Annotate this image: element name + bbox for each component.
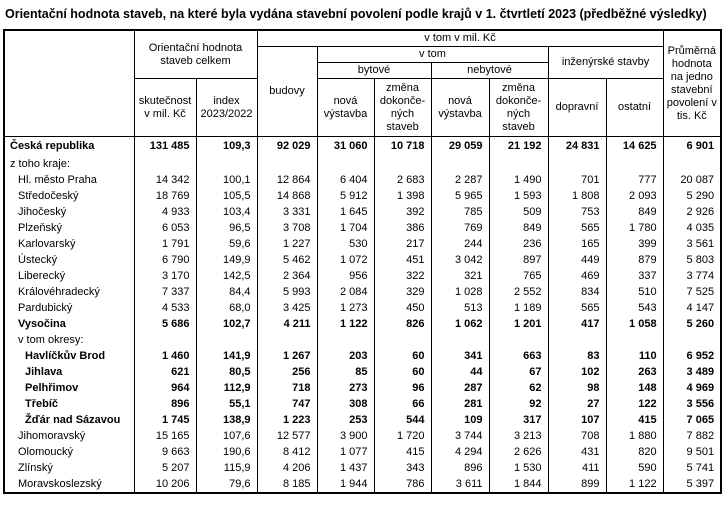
cell [134, 156, 196, 172]
cell: 98 [548, 380, 606, 396]
table-row [4, 380, 721, 396]
cell: 2 084 [317, 284, 374, 300]
cell [134, 332, 196, 348]
cell: 5 290 [663, 188, 721, 204]
cell: 8 185 [257, 476, 317, 493]
construction-permits-table [3, 29, 722, 494]
cell: 3 900 [317, 428, 374, 444]
header-zmena-staveb-nebytove: změna dokonče-ných staveb [489, 79, 548, 137]
cell: 1 791 [134, 236, 196, 252]
cell: 849 [606, 204, 663, 220]
cell [317, 332, 374, 348]
cell: 1 530 [489, 460, 548, 476]
cell [663, 332, 721, 348]
cell: 1 062 [431, 316, 489, 332]
cell: 244 [431, 236, 489, 252]
cell: 67 [489, 364, 548, 380]
cell: 9 501 [663, 444, 721, 460]
header-budovy: budovy [257, 47, 317, 137]
cell: 7 525 [663, 284, 721, 300]
cell: 308 [317, 396, 374, 412]
cell: 1 122 [317, 316, 374, 332]
cell: 3 170 [134, 268, 196, 284]
cell: 1 201 [489, 316, 548, 332]
cell: 1 437 [317, 460, 374, 476]
row-label: Jihomoravský [4, 428, 134, 444]
cell: 84,4 [196, 284, 257, 300]
table-row [4, 137, 721, 157]
cell: 431 [548, 444, 606, 460]
cell: 14 868 [257, 188, 317, 204]
table-row [4, 348, 721, 364]
table-row [4, 460, 721, 476]
cell [374, 332, 431, 348]
cell: 14 625 [606, 137, 663, 157]
table-row [4, 204, 721, 220]
cell [196, 332, 257, 348]
table-row [4, 300, 721, 316]
cell: 1 267 [257, 348, 317, 364]
table-row [4, 252, 721, 268]
cell: 5 965 [431, 188, 489, 204]
cell: 96,5 [196, 220, 257, 236]
cell: 510 [606, 284, 663, 300]
cell: 92 [489, 396, 548, 412]
header-nebytove: nebytové [431, 63, 548, 79]
cell: 565 [548, 220, 606, 236]
cell: 834 [548, 284, 606, 300]
cell [317, 156, 374, 172]
cell: 899 [548, 476, 606, 493]
cell: 18 769 [134, 188, 196, 204]
cell: 530 [317, 236, 374, 252]
table-row [4, 236, 721, 252]
table-row [4, 188, 721, 204]
cell: 417 [548, 316, 606, 332]
cell: 3 489 [663, 364, 721, 380]
cell: 8 412 [257, 444, 317, 460]
cell: 287 [431, 380, 489, 396]
cell [431, 156, 489, 172]
cell: 3 561 [663, 236, 721, 252]
cell: 62 [489, 380, 548, 396]
table-row [4, 220, 721, 236]
cell: 621 [134, 364, 196, 380]
cell: 2 926 [663, 204, 721, 220]
header-index: index 2023/2022 [196, 79, 257, 137]
cell: 2 552 [489, 284, 548, 300]
row-label: v tom okresy: [4, 332, 134, 348]
cell: 849 [489, 220, 548, 236]
header-region-corner [4, 30, 134, 137]
cell: 509 [489, 204, 548, 220]
cell: 10 718 [374, 137, 431, 157]
cell: 343 [374, 460, 431, 476]
cell: 7 065 [663, 412, 721, 428]
table-row [4, 316, 721, 332]
cell: 44 [431, 364, 489, 380]
cell: 103,4 [196, 204, 257, 220]
cell: 263 [606, 364, 663, 380]
cell: 1 058 [606, 316, 663, 332]
cell: 273 [317, 380, 374, 396]
table-row [4, 444, 721, 460]
cell: 879 [606, 252, 663, 268]
cell: 4 211 [257, 316, 317, 332]
cell: 5 803 [663, 252, 721, 268]
cell: 321 [431, 268, 489, 284]
cell [489, 332, 548, 348]
header-zmena-staveb-bytove: změna dokonče-ných staveb [374, 79, 431, 137]
cell: 59,6 [196, 236, 257, 252]
cell: 469 [548, 268, 606, 284]
cell: 753 [548, 204, 606, 220]
cell: 565 [548, 300, 606, 316]
cell: 3 774 [663, 268, 721, 284]
cell [489, 156, 548, 172]
cell [663, 156, 721, 172]
cell: 411 [548, 460, 606, 476]
header-dopravni: dopravní [548, 79, 606, 137]
cell: 897 [489, 252, 548, 268]
cell: 203 [317, 348, 374, 364]
cell: 708 [548, 428, 606, 444]
cell: 165 [548, 236, 606, 252]
row-label: Královéhradecký [4, 284, 134, 300]
row-label: Karlovarský [4, 236, 134, 252]
cell: 2 287 [431, 172, 489, 188]
cell: 590 [606, 460, 663, 476]
cell: 3 708 [257, 220, 317, 236]
cell: 281 [431, 396, 489, 412]
cell: 1 944 [317, 476, 374, 493]
cell: 2 364 [257, 268, 317, 284]
cell: 3 744 [431, 428, 489, 444]
cell: 142,5 [196, 268, 257, 284]
header-group-inzenyrske: inženýrské stavby [548, 47, 663, 79]
cell: 107 [548, 412, 606, 428]
cell: 820 [606, 444, 663, 460]
table-row [4, 268, 721, 284]
table-row [4, 412, 721, 428]
cell: 102,7 [196, 316, 257, 332]
cell: 1 398 [374, 188, 431, 204]
cell: 399 [606, 236, 663, 252]
cell: 5 686 [134, 316, 196, 332]
cell: 386 [374, 220, 431, 236]
row-label: Žďár nad Sázavou [4, 412, 134, 428]
cell: 12 864 [257, 172, 317, 188]
cell: 148 [606, 380, 663, 396]
table-row [4, 284, 721, 300]
cell: 5 993 [257, 284, 317, 300]
cell: 4 933 [134, 204, 196, 220]
cell [606, 156, 663, 172]
cell: 138,9 [196, 412, 257, 428]
cell: 60 [374, 364, 431, 380]
cell: 21 192 [489, 137, 548, 157]
header-group-in-mil: v tom v mil. Kč [257, 30, 663, 47]
cell: 131 485 [134, 137, 196, 157]
page-title: Orientační hodnota staveb, na které byla vydána stavební povolení podle krajů v 1. čtvrtletí 2023 (předběžné výsledky) [5, 7, 707, 21]
header-group-total: Orientační hodnota staveb celkem [134, 30, 257, 79]
cell: 786 [374, 476, 431, 493]
cell: 1 645 [317, 204, 374, 220]
cell [548, 156, 606, 172]
row-label: Havlíčkův Brod [4, 348, 134, 364]
cell: 236 [489, 236, 548, 252]
cell: 149,9 [196, 252, 257, 268]
cell: 896 [134, 396, 196, 412]
cell: 20 087 [663, 172, 721, 188]
cell: 79,6 [196, 476, 257, 493]
cell: 7 337 [134, 284, 196, 300]
cell: 785 [431, 204, 489, 220]
cell: 66 [374, 396, 431, 412]
cell: 105,5 [196, 188, 257, 204]
cell: 5 912 [317, 188, 374, 204]
cell: 317 [489, 412, 548, 428]
table-row [4, 156, 721, 172]
cell: 1 720 [374, 428, 431, 444]
cell: 4 035 [663, 220, 721, 236]
cell: 3 611 [431, 476, 489, 493]
cell: 217 [374, 236, 431, 252]
cell: 4 969 [663, 380, 721, 396]
cell: 5 462 [257, 252, 317, 268]
cell: 109,3 [196, 137, 257, 157]
cell: 9 663 [134, 444, 196, 460]
cell: 15 165 [134, 428, 196, 444]
cell: 1 077 [317, 444, 374, 460]
cell: 896 [431, 460, 489, 476]
cell: 415 [374, 444, 431, 460]
cell: 543 [606, 300, 663, 316]
header-bytove: bytové [317, 63, 431, 79]
row-label: Ústecký [4, 252, 134, 268]
cell: 718 [257, 380, 317, 396]
cell: 14 342 [134, 172, 196, 188]
cell: 1 122 [606, 476, 663, 493]
cell: 31 060 [317, 137, 374, 157]
cell: 2 683 [374, 172, 431, 188]
cell: 765 [489, 268, 548, 284]
cell: 68,0 [196, 300, 257, 316]
cell: 253 [317, 412, 374, 428]
cell: 544 [374, 412, 431, 428]
cell: 4 294 [431, 444, 489, 460]
cell: 1 273 [317, 300, 374, 316]
cell: 256 [257, 364, 317, 380]
cell: 450 [374, 300, 431, 316]
cell [548, 332, 606, 348]
cell [431, 332, 489, 348]
header-ostatni: ostatní [606, 79, 663, 137]
cell: 27 [548, 396, 606, 412]
table-row [4, 476, 721, 493]
table-row [4, 428, 721, 444]
cell: 110 [606, 348, 663, 364]
header-nova-vystavba-bytove: nová výstavba [317, 79, 374, 137]
cell: 1 704 [317, 220, 374, 236]
cell: 3 556 [663, 396, 721, 412]
cell: 6 790 [134, 252, 196, 268]
row-label: Pardubický [4, 300, 134, 316]
cell: 415 [606, 412, 663, 428]
cell: 329 [374, 284, 431, 300]
cell: 322 [374, 268, 431, 284]
cell: 29 059 [431, 137, 489, 157]
cell: 85 [317, 364, 374, 380]
row-label: Olomoucký [4, 444, 134, 460]
cell: 451 [374, 252, 431, 268]
cell: 4 206 [257, 460, 317, 476]
cell: 55,1 [196, 396, 257, 412]
cell: 5 260 [663, 316, 721, 332]
cell: 1 808 [548, 188, 606, 204]
cell: 83 [548, 348, 606, 364]
cell: 769 [431, 220, 489, 236]
row-label: Plzeňský [4, 220, 134, 236]
cell: 1 780 [606, 220, 663, 236]
cell: 392 [374, 204, 431, 220]
table-body [4, 137, 721, 494]
cell: 109 [431, 412, 489, 428]
cell: 1 072 [317, 252, 374, 268]
cell: 337 [606, 268, 663, 284]
header-skutecnost: skutečnost v mil. Kč [134, 79, 196, 137]
cell: 4 147 [663, 300, 721, 316]
row-label: Vysočina [4, 316, 134, 332]
cell: 100,1 [196, 172, 257, 188]
cell: 6 952 [663, 348, 721, 364]
cell: 5 207 [134, 460, 196, 476]
cell: 341 [431, 348, 489, 364]
table-row [4, 396, 721, 412]
table-row [4, 172, 721, 188]
cell: 1 028 [431, 284, 489, 300]
cell: 1 593 [489, 188, 548, 204]
cell: 826 [374, 316, 431, 332]
cell: 1 745 [134, 412, 196, 428]
row-label: z toho kraje: [4, 156, 134, 172]
cell: 12 577 [257, 428, 317, 444]
cell: 112,9 [196, 380, 257, 396]
cell: 96 [374, 380, 431, 396]
cell: 3 213 [489, 428, 548, 444]
cell: 5 741 [663, 460, 721, 476]
row-label: Moravskoslezský [4, 476, 134, 493]
table-header [4, 30, 721, 137]
cell: 747 [257, 396, 317, 412]
row-label: Jihočeský [4, 204, 134, 220]
cell: 1 227 [257, 236, 317, 252]
cell: 102 [548, 364, 606, 380]
table-row [4, 332, 721, 348]
header-avg-per-permit: Průměrná hodnota na jedno stavební povolení v tis. Kč [663, 30, 721, 137]
row-label: Česká republika [4, 137, 134, 157]
cell [257, 156, 317, 172]
cell: 663 [489, 348, 548, 364]
cell: 2 093 [606, 188, 663, 204]
header-nova-vystavba-nebytove: nová výstavba [431, 79, 489, 137]
cell: 7 882 [663, 428, 721, 444]
cell: 190,6 [196, 444, 257, 460]
cell: 3 042 [431, 252, 489, 268]
cell: 2 626 [489, 444, 548, 460]
cell: 3 425 [257, 300, 317, 316]
cell [196, 156, 257, 172]
row-label: Liberecký [4, 268, 134, 284]
cell: 3 331 [257, 204, 317, 220]
cell: 6 901 [663, 137, 721, 157]
row-label: Hl. město Praha [4, 172, 134, 188]
cell: 24 831 [548, 137, 606, 157]
row-label: Středočeský [4, 188, 134, 204]
cell: 701 [548, 172, 606, 188]
cell: 777 [606, 172, 663, 188]
row-label: Jihlava [4, 364, 134, 380]
cell: 964 [134, 380, 196, 396]
cell: 141,9 [196, 348, 257, 364]
cell: 115,9 [196, 460, 257, 476]
cell: 513 [431, 300, 489, 316]
cell: 5 397 [663, 476, 721, 493]
cell [374, 156, 431, 172]
row-label: Třebíč [4, 396, 134, 412]
cell: 449 [548, 252, 606, 268]
cell: 6 404 [317, 172, 374, 188]
cell: 80,5 [196, 364, 257, 380]
cell: 956 [317, 268, 374, 284]
cell [606, 332, 663, 348]
cell: 1 844 [489, 476, 548, 493]
cell: 10 206 [134, 476, 196, 493]
header-group-vtom: v tom [317, 47, 548, 63]
cell: 6 053 [134, 220, 196, 236]
row-label: Zlínský [4, 460, 134, 476]
cell: 107,6 [196, 428, 257, 444]
cell: 1 460 [134, 348, 196, 364]
row-label: Pelhřimov [4, 380, 134, 396]
cell: 1 490 [489, 172, 548, 188]
cell: 60 [374, 348, 431, 364]
cell [257, 332, 317, 348]
cell: 1 189 [489, 300, 548, 316]
cell: 1 223 [257, 412, 317, 428]
table-row [4, 364, 721, 380]
cell: 122 [606, 396, 663, 412]
cell: 4 533 [134, 300, 196, 316]
cell: 1 880 [606, 428, 663, 444]
cell: 92 029 [257, 137, 317, 157]
